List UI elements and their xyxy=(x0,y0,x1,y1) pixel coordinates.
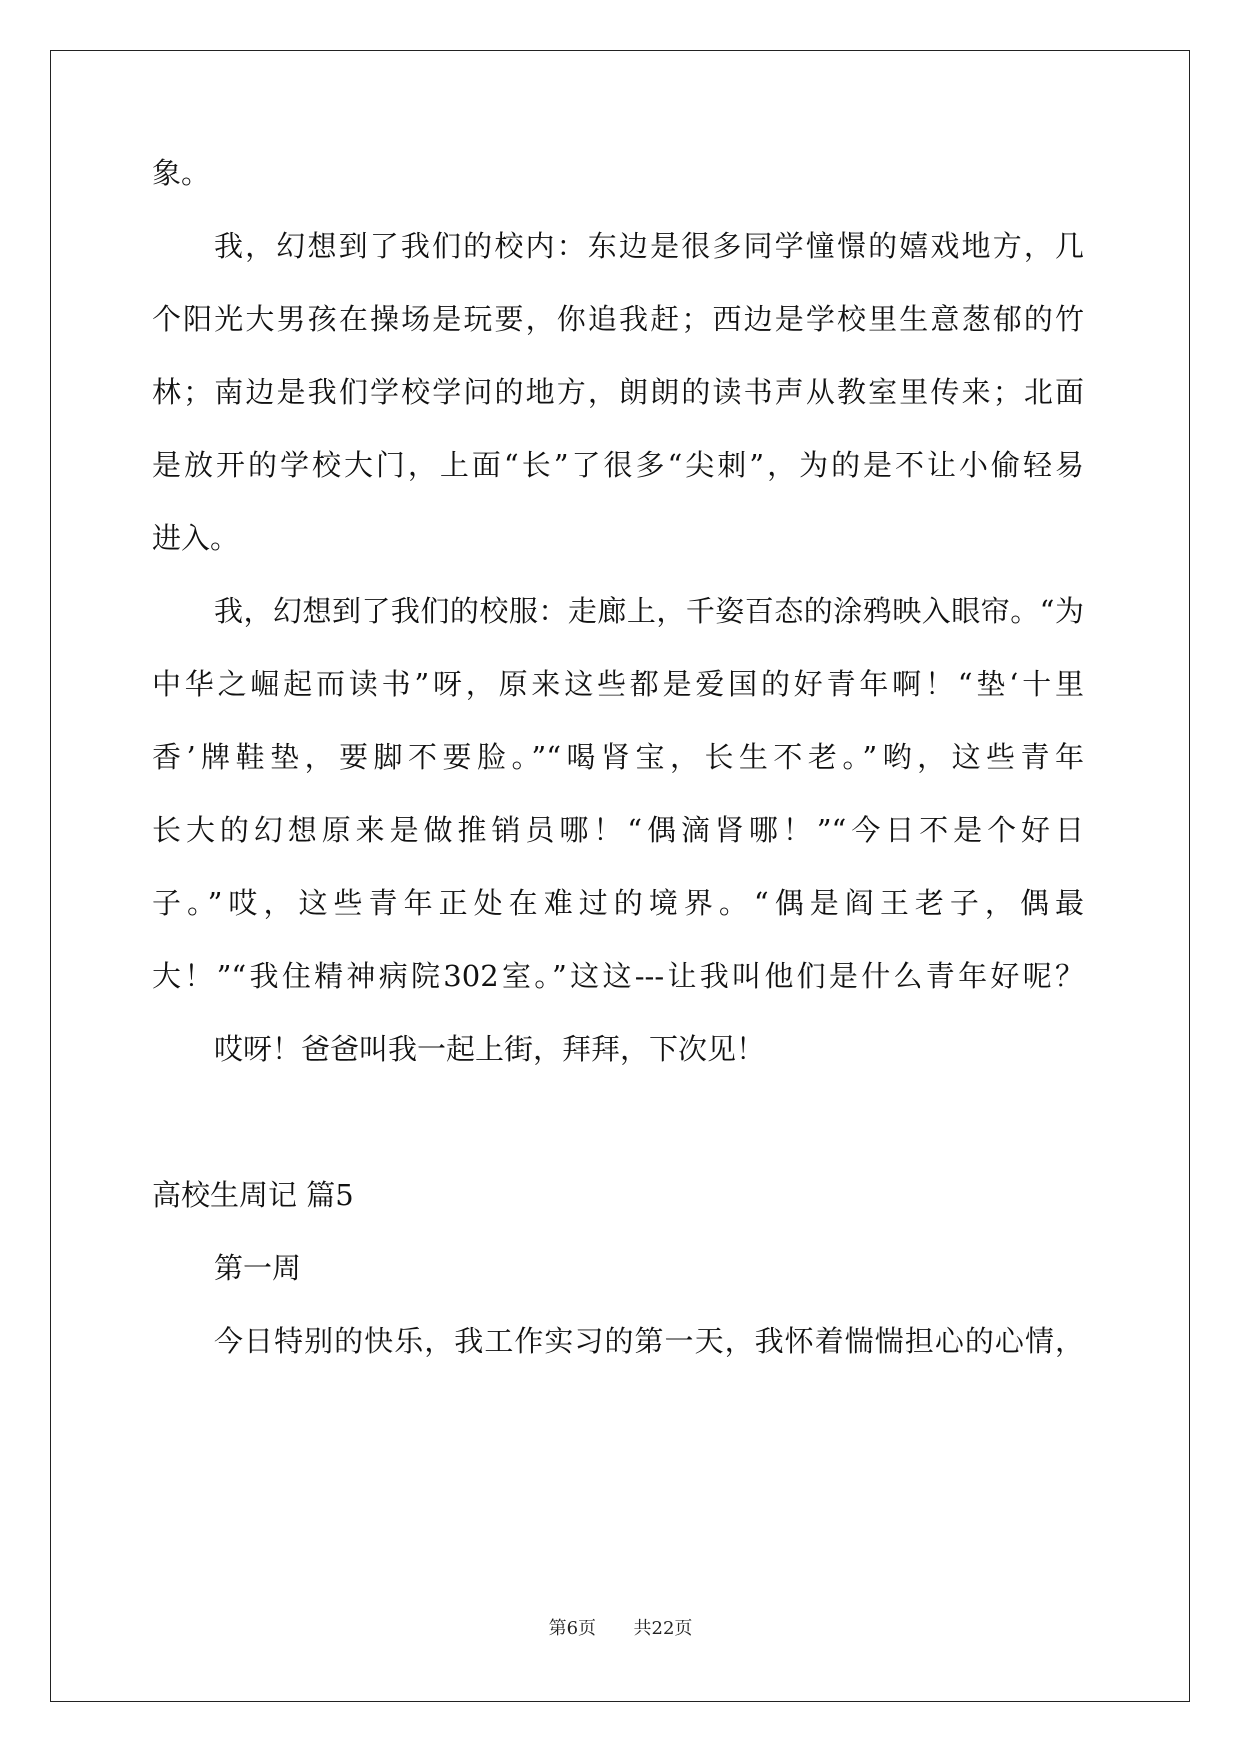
page-number: 第6页 xyxy=(548,1618,597,1639)
paragraph-line: 我，幻想到了我们的校内：东边是很多同学憧憬的嬉戏地方，几 xyxy=(214,229,1084,263)
paragraph-line: 子。”哎，这些青年正处在难过的境界。“偶是阎王老子，偶最 xyxy=(152,886,1084,920)
page-footer xyxy=(0,1617,1241,1641)
paragraph-line: 长大的幻想原来是做推销员哪！“偶滴肾哪！”“今日不是个好日 xyxy=(152,813,1084,847)
section-heading: 高校生周记 篇5 xyxy=(152,1178,354,1212)
paragraph-line: 是放开的学校大门，上面“长”了很多“尖刺”，为的是不让小偷轻易 xyxy=(152,448,1084,482)
paragraph-line: 今日特别的快乐，我工作实习的第一天，我怀着惴惴担心的心情， xyxy=(214,1324,1084,1358)
page-total: 共22页 xyxy=(633,1618,693,1639)
paragraph-line: 象。 xyxy=(152,156,211,190)
paragraph-line: 我，幻想到了我们的校服：走廊上，千姿百态的涂鸦映入眼帘。“为 xyxy=(214,594,1084,628)
subheading: 第一周 xyxy=(214,1251,302,1285)
paragraph-line: 中华之崛起而读书”呀，原来这些都是爱国的好青年啊！“垫‘十里 xyxy=(152,667,1084,701)
page-border xyxy=(50,50,1190,1702)
paragraph-line: 林；南边是我们学校学问的地方，朗朗的读书声从教室里传来；北面 xyxy=(152,375,1084,409)
paragraph-line: 香’牌鞋垫，要脚不要脸。”“喝肾宝，长生不老。”哟，这些青年 xyxy=(152,740,1084,774)
paragraph-line: 个阳光大男孩在操场是玩要，你追我赶；西边是学校里生意葱郁的竹 xyxy=(152,302,1084,336)
paragraph-line: 大！”“我住精神病院302室。”这这---让我叫他们是什么青年好呢？ xyxy=(152,959,1084,993)
paragraph-line: 进入。 xyxy=(152,521,240,555)
paragraph-line: 哎呀！爸爸叫我一起上街，拜拜，下次见！ xyxy=(214,1032,766,1066)
